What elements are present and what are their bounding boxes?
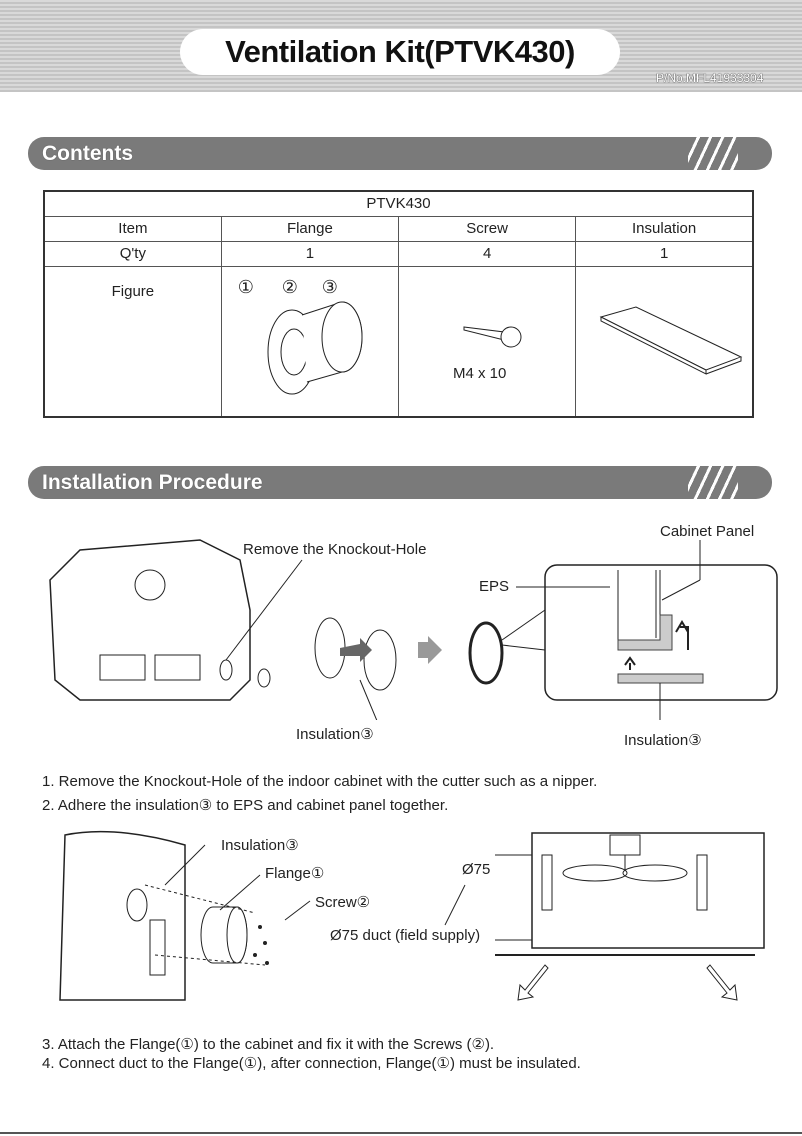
- eps-label: EPS: [479, 578, 510, 595]
- step-3: 3. Attach the Flange(①) to the cabinet and fix it with the Screws (②).: [42, 1036, 495, 1053]
- cell: Insulation: [576, 216, 753, 241]
- insulation-label: Insulation③: [296, 726, 374, 743]
- part-number: P/No.MFL41933304: [656, 71, 764, 85]
- screw-label: Screw②: [315, 894, 371, 911]
- flange-label: Flange①: [265, 865, 325, 882]
- flange-figure: [221, 266, 398, 417]
- cell: 4: [399, 241, 576, 266]
- mark-3: ③: [321, 276, 338, 297]
- insulation-label: Insulation③: [624, 732, 702, 749]
- page-title: Ventilation Kit(PTVK430): [180, 29, 620, 75]
- section-title: Contents: [42, 142, 133, 165]
- section-title: Installation Procedure: [42, 471, 263, 494]
- diameter-label: Ø75: [462, 861, 491, 878]
- bottom-rule: [0, 1132, 802, 1134]
- cell: Item: [44, 216, 221, 241]
- cell: Screw: [399, 216, 576, 241]
- mark-1: ①: [237, 276, 254, 297]
- slash-decoration: [688, 466, 738, 499]
- flange-icon: [262, 297, 382, 412]
- insulation-label: Insulation③: [221, 837, 299, 854]
- duct-label: Ø75 duct (field supply): [330, 927, 481, 944]
- cell: 1: [576, 241, 753, 266]
- section-contents: [28, 137, 772, 170]
- cell: 1: [221, 241, 398, 266]
- contents-table: [43, 190, 754, 418]
- step-2: 2. Adhere the insulation③ to EPS and cabinet panel together.: [42, 797, 449, 814]
- slash-decoration: [688, 137, 738, 170]
- table-row: [44, 216, 753, 241]
- insulation-figure: [576, 266, 753, 417]
- step-4: 4. Connect duct to the Flange(①), after connection, Flange(①) must be insulated.: [42, 1055, 581, 1072]
- cell: Flange: [221, 216, 398, 241]
- step-1: 1. Remove the Knockout-Hole of the indoor cabinet with the cutter such as a nipper.: [42, 773, 598, 790]
- knockout-label: Remove the Knockout-Hole: [243, 541, 427, 558]
- screw-spec: M4 x 10: [453, 364, 507, 382]
- table-row: [44, 266, 753, 417]
- screw-figure: [399, 266, 576, 417]
- flange-install-diagram: [55, 825, 775, 1005]
- mark-2: ②: [281, 276, 298, 297]
- section-procedure: [28, 466, 772, 499]
- insulation-pad-icon: [596, 302, 746, 382]
- screw-icon: [459, 312, 529, 352]
- cabinet-panel-label: Cabinet Panel: [660, 523, 755, 540]
- table-model: PTVK430: [44, 191, 753, 216]
- table-row: [44, 241, 753, 266]
- cell: Q'ty: [44, 241, 221, 266]
- figure-label: Figure: [44, 266, 221, 417]
